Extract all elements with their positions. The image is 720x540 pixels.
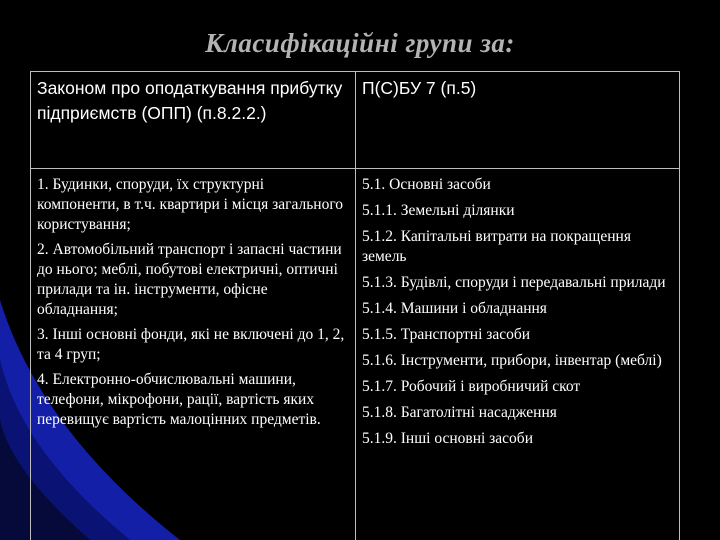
list-item: 5.1.8. Багатолітні насадження (362, 404, 557, 421)
body-cell-psbu-groups (356, 169, 680, 540)
header-cell-psbu: П(С)БУ 7 (п.5) (356, 72, 680, 169)
list-item: 2. Автомобільний транспорт і запасні частини до нього; меблі, побутові електричні, оптичні прилади та ін. інструменти, офісне обладнання; (37, 241, 342, 318)
classification-table (30, 71, 680, 540)
list-item: 5.1.9. Інші основні засоби (362, 430, 533, 447)
list-item: 5.1.2. Капітальні витрати на покращення земель (362, 228, 631, 265)
list-item: 5.1.4. Машини і обладнання (362, 300, 547, 317)
list-item: 5.1.6. Інструменти, прибори, інвентар (меблі) (362, 352, 662, 369)
list-item: 5.1. Основні засоби (362, 176, 491, 193)
list-item: 1. Будинки, споруди, їх структурні компоненти, в т.ч. квартири і місця загального користування; (37, 176, 344, 233)
list-item: 4. Електронно-обчислювальні машини, телефони, мікрофони, рації, вартість яких перевищує вартість малоцінних предметів. (37, 371, 321, 428)
list-item: 5.1.7. Робочий і виробничий скот (362, 378, 581, 395)
slide-title: Класифікаційні групи за: (205, 28, 515, 58)
body-cell-opp-groups (31, 169, 356, 540)
list-item: 5.1.5. Транспортні засоби (362, 326, 531, 343)
list-item: 3. Інші основні фонди, які не включені до 1, 2, та 4 груп; (37, 326, 345, 363)
list-item: 5.1.3. Будівлі, споруди і передавальні прилади (362, 274, 666, 291)
table-header-row (31, 72, 680, 169)
list-item: 5.1.1. Земельні ділянки (362, 202, 515, 219)
table-body-row (31, 169, 680, 540)
header-cell-opp: Законом про оподаткування прибутку підприємств (ОПП) (п.8.2.2.) (31, 72, 356, 169)
